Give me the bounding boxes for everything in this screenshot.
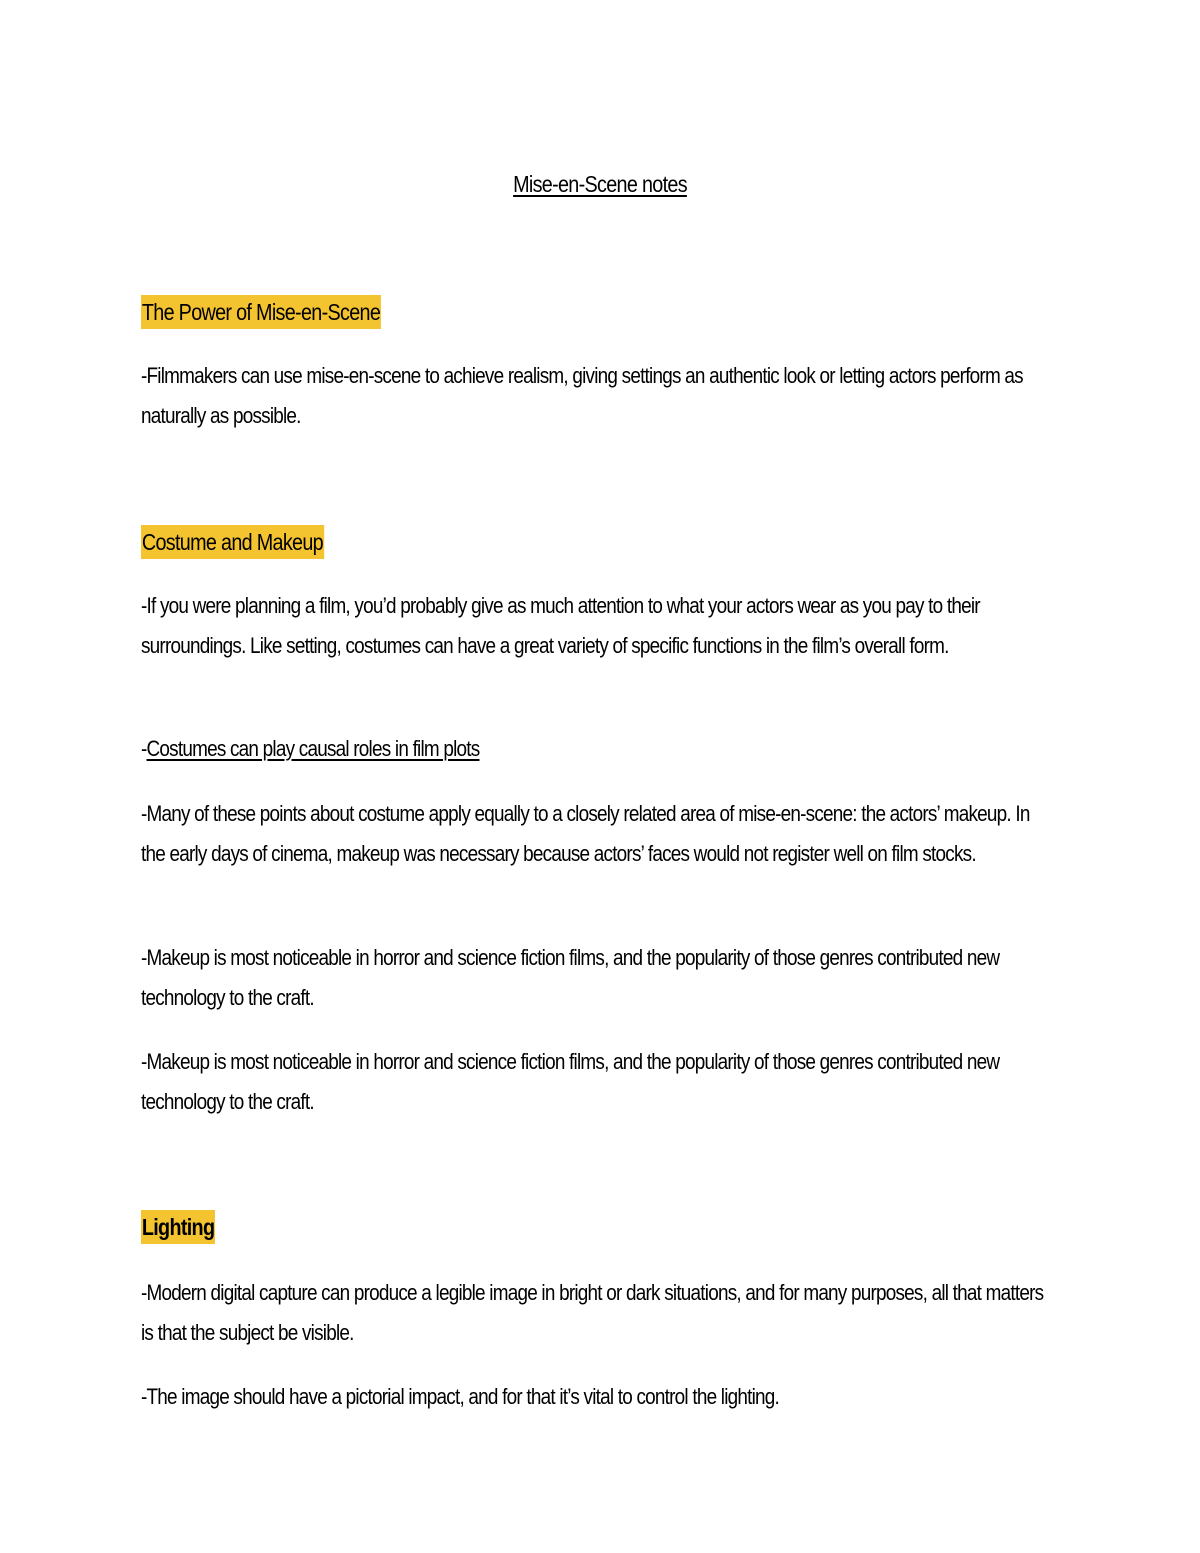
paragraph (141, 1273, 1053, 1353)
paragraph (141, 794, 1053, 874)
document-title: Mise-en-Scene notes (513, 171, 687, 197)
paragraph (141, 938, 1053, 1018)
paragraph (141, 586, 1053, 666)
paragraph-text: -Modern digital capture can produce a legible image in bright or dark situations, and for many purposes, all that matters is that the subject be visible. (141, 1280, 1044, 1345)
paragraph-text: -Makeup is most noticeable in horror and science fiction films, and the popularity of those genres contributed new technology to the craft. (141, 1049, 1000, 1114)
highlighted-heading: The Power of Mise-en-Scene (141, 295, 381, 329)
paragraph-text: -If you were planning a film, you’d probably give as much attention to what your actors wear as you pay to their surroundings. Like setting, costumes can have a great variety of specific functions in the film’s overall form. (141, 593, 980, 658)
highlighted-heading: Costume and Makeup (141, 525, 324, 559)
paragraph-text: -The image should have a pictorial impact, and for that it’s vital to control the lighting. (141, 1384, 780, 1409)
paragraph (141, 1377, 1053, 1417)
section-heading-power (141, 295, 1053, 329)
paragraph (141, 1042, 1053, 1122)
paragraph-text: -Filmmakers can use mise-en-scene to achieve realism, giving settings an authentic look or letting actors perform as naturally as possible. (141, 363, 1023, 428)
paragraph-text: -Many of these points about costume apply equally to a closely related area of mise-en-scene: the actors’ makeup. In the early days of cinema, makeup was necessary because actors’ faces would not register well on film stocks. (141, 801, 1030, 866)
paragraph (141, 356, 1053, 436)
section-heading-lighting (141, 1210, 1053, 1244)
paragraph-prefix: - (141, 736, 147, 761)
paragraph-text: -Makeup is most noticeable in horror and science fiction films, and the popularity of those genres contributed new technology to the craft. (141, 945, 1000, 1010)
underlined-text: Costumes can play causal roles in film plots (146, 736, 480, 761)
section-heading-costume (141, 525, 1053, 559)
paragraph (141, 729, 1053, 769)
highlighted-heading: Lighting (141, 1210, 215, 1244)
